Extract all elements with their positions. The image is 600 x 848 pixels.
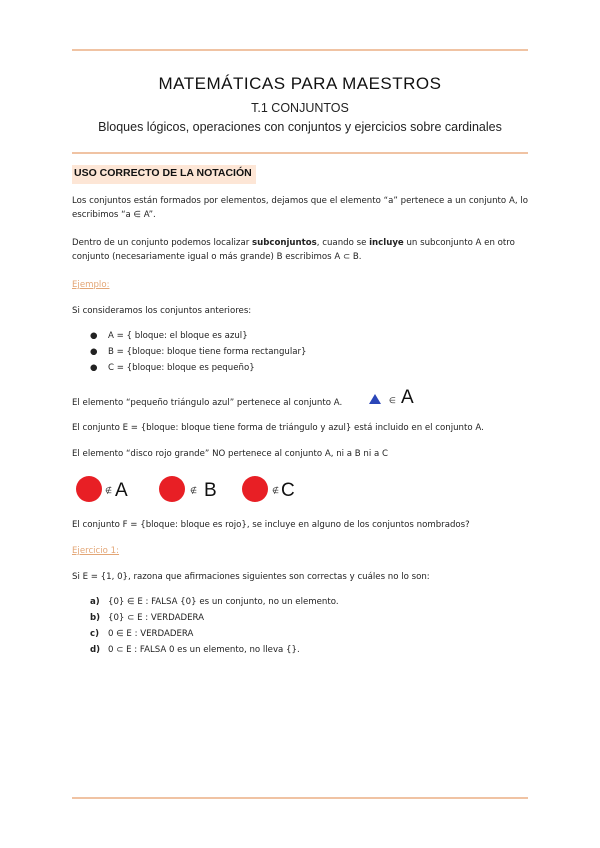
page-title: MATEMÁTICAS PARA MAESTROS [158, 74, 442, 93]
footer-rule [72, 797, 528, 799]
triangle-shape [369, 394, 381, 404]
red-disc-icon [242, 476, 268, 502]
answer-text: {0} ⊂ E : VERDADERA [108, 613, 205, 623]
answer-text: {0} ∈ E : FALSA {0} es un conjunto, no un elemento. [108, 597, 339, 607]
paragraph-set-e: El conjunto E = {bloque: bloque tiene forma de triángulo y azul} está incluido en el conjunto A. [72, 423, 484, 433]
example-link: Ejemplo: [72, 280, 110, 290]
text-run: Dentro de un conjunto podemos localizar [72, 238, 252, 248]
set-letter-a: A [115, 480, 128, 501]
bullet: ● [90, 347, 98, 357]
page-description: Bloques lógicos, operaciones con conjuntos y ejercicios sobre cardinales [98, 120, 502, 134]
element-of-symbol: ∈ [389, 396, 396, 405]
header-rule [72, 152, 528, 154]
answer-mark: d) [90, 645, 101, 655]
paragraph-elements: Los conjuntos están formados por elementos, dejamos que el elemento “a” pertenece a un conjunto A, lo escribimos “a ∈ A”. [72, 196, 528, 220]
list-item [90, 330, 248, 342]
red-disc-icon [76, 476, 102, 502]
section-heading: USO CORRECTO DE LA NOTACIÓN [72, 165, 256, 184]
paragraph-disc: El elemento “disco rojo grande” NO pertenece al conjunto A, ni a B ni a C [72, 449, 388, 459]
paragraph-consider: Si consideramos los conjuntos anteriores: [72, 306, 252, 316]
set-letter-a: A [401, 387, 414, 408]
paragraph-triangle: El elemento “pequeño triángulo azul” pertenece al conjunto A. [72, 398, 343, 408]
answer-mark: a) [90, 597, 100, 607]
answer-text: 0 ∈ E : VERDADERA [108, 629, 194, 639]
answer-item [90, 612, 204, 624]
blue-triangle-icon [368, 393, 382, 405]
list-item-text: C = {bloque: bloque es pequeño} [108, 363, 255, 373]
example-label [72, 278, 528, 292]
answer-text: 0 ⊂ E : FALSA 0 es un elemento, no lleva {}. [108, 645, 300, 655]
paragraph-exercise: Si E = {1, 0}, razona que afirmaciones siguientes son correctas y cuáles no lo son: [72, 572, 430, 582]
not-element-symbol: ∉ [272, 486, 279, 495]
paragraph-subsets [72, 236, 528, 264]
answer-mark: c) [90, 629, 100, 639]
bold-term-incluye: incluye [369, 238, 404, 248]
paragraph-set-f: El conjunto F = {bloque: bloque es rojo}, se incluye en alguno de los conjuntos nombrados? [72, 520, 470, 530]
top-rule [72, 49, 528, 51]
exercise-label [72, 544, 528, 558]
exercise-link: Ejercicio 1: [72, 546, 120, 556]
not-element-symbol: ∉ [105, 486, 112, 495]
bold-term-subconjuntos: subconjuntos [251, 238, 317, 248]
answer-item [90, 644, 300, 656]
list-item [90, 362, 255, 374]
list-item-text: A = { bloque: el bloque es azul} [108, 331, 248, 341]
answer-mark: b) [90, 613, 101, 623]
red-disc-icon [159, 476, 185, 502]
text-run: un subconjunto A en otro conjunto (necesariamente igual o más grande) B escribimos A ⊂ B. [72, 238, 515, 262]
list-item-text: B = {bloque: bloque tiene forma rectangular} [108, 347, 307, 357]
bullet: ● [90, 331, 98, 341]
answer-item [90, 628, 193, 640]
set-letter-b: B [204, 480, 217, 501]
not-element-symbol: ∉ [190, 486, 197, 495]
list-item [90, 346, 307, 358]
page-subtitle: T.1 CONJUNTOS [251, 101, 349, 115]
text-run: , cuando se [316, 238, 370, 248]
set-letter-c: C [281, 480, 295, 501]
bullet: ● [90, 363, 98, 373]
answer-item [90, 596, 339, 608]
